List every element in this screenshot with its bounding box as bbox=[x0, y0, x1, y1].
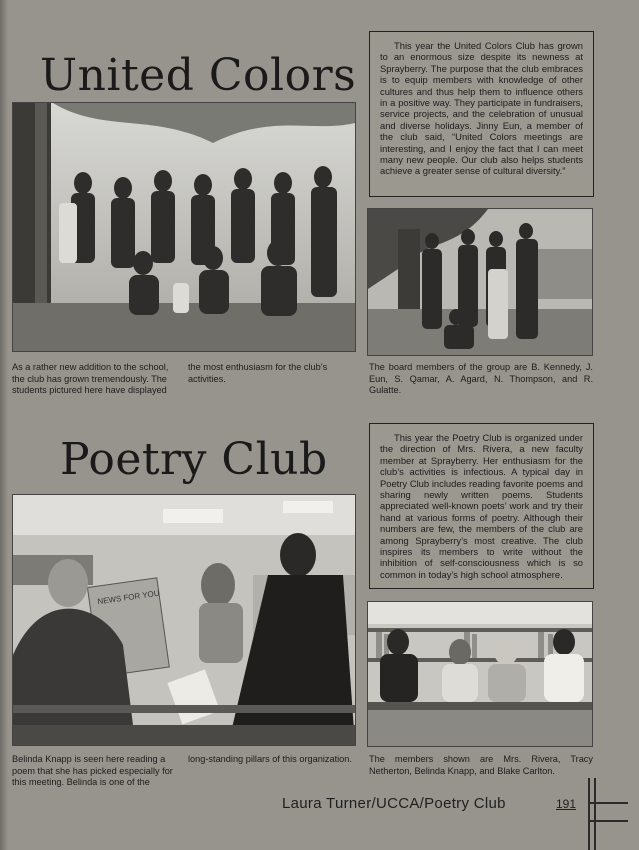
poetry-club-main-caption: Belinda Knapp is seen here reading a poem that she has picked especially for this meeting. Belinda is one of the bbox=[12, 754, 173, 788]
united-colors-board-photo bbox=[367, 208, 593, 356]
footer-section-label: Laura Turner/UCCA/Poetry Club bbox=[282, 795, 506, 812]
footer-rule-vertical bbox=[588, 778, 590, 850]
poetry-club-reading-photo bbox=[12, 494, 356, 746]
footer-rule-vertical bbox=[594, 778, 596, 850]
footer-rule-horizontal bbox=[588, 820, 628, 822]
poetry-club-article: This year the Poetry Club is organized under the direction of Mrs. Rivera, a new faculty member at Sprayberry. Her enthusiasm for the club’s activities is infectious. A typical day in Poetry Club includes reading favorite poems and sharing newly written poems. Students appreciated well-known poets’ work and try their hand at various forms of poetry. Although their numbers are few, the members of the club are among Sprayberry’s most creative. The club inspires its members to write without the inhibition of self-consciousness which is so common in today’s high school atmosphere. bbox=[380, 432, 583, 580]
united-colors-article-box bbox=[369, 31, 594, 197]
united-colors-main-caption: As a rather new addition to the school, the club has grown tremendously. The students pictured here have displayed bbox=[12, 362, 169, 396]
united-colors-main-caption-continued: the most enthusiasm for the club’s activities. bbox=[188, 362, 328, 384]
united-colors-group-photo bbox=[12, 102, 356, 352]
footer-rule-horizontal bbox=[588, 802, 628, 804]
page-number: 191 bbox=[556, 797, 577, 811]
poetry-club-title: Poetry Club bbox=[60, 434, 328, 485]
poetry-club-article-box bbox=[369, 423, 594, 589]
poetry-club-members-photo bbox=[367, 601, 593, 747]
united-colors-article: This year the United Colors Club has grown to an enormous size despite its newness at Sprayberry. The purpose that the club embraces is to equip members with knowledge of other cultures and thus help them to influence others in a positive way. They participate in fundraisers, service projects, and the celebration of unusual and diverse holidays. Jinny Eun, a member of the club said, “United Colors meetings are interesting, and I enjoy the fact that I can meet many new people. Our club also helps students achieve a greater sense of cultural diversity.” bbox=[380, 40, 583, 177]
united-colors-title: United Colors bbox=[40, 50, 357, 101]
page-binding-edge bbox=[0, 0, 8, 850]
poetry-club-members-caption: The members shown are Mrs. Rivera, Tracy Netherton, Belinda Knapp, and Blake Carlton. bbox=[369, 754, 593, 776]
poetry-club-main-caption-continued: long-standing pillars of this organization. bbox=[188, 754, 352, 764]
united-colors-board-caption: The board members of the group are B. Kennedy, J. Eun, S. Qamar, A. Agard, N. Thompson, and R. Gulatte. bbox=[369, 362, 593, 396]
bulletin-board-text: NEWS FOR YOU bbox=[96, 588, 161, 607]
